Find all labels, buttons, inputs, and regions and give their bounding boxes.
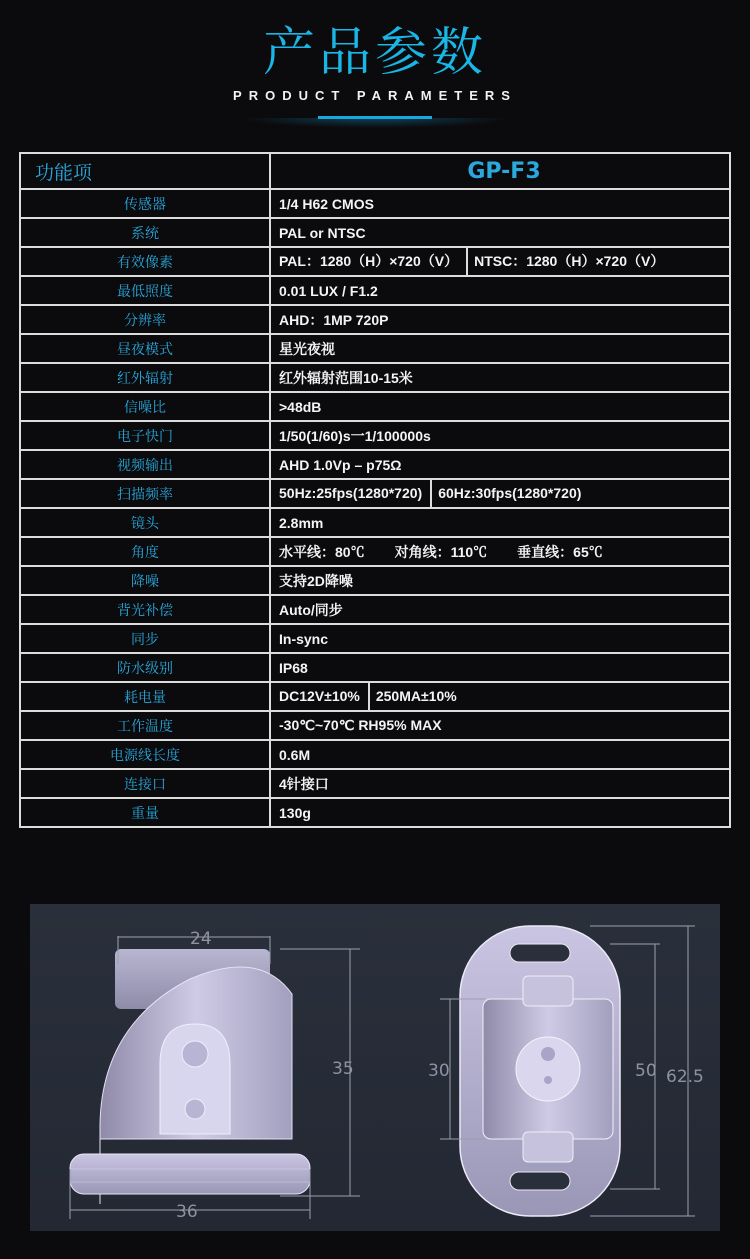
spec-header-label: 功能项 — [20, 153, 270, 189]
spec-value — [270, 595, 730, 624]
spec-value-part: 250MA±10% — [375, 688, 457, 704]
spec-value — [270, 421, 730, 450]
spec-value — [270, 537, 730, 566]
spec-value-part: AHD 1.0Vp – p75Ω — [279, 456, 402, 473]
spec-header-row — [20, 153, 730, 189]
spec-value-part: 1/4 H62 CMOS — [279, 195, 374, 212]
spec-value-part: IP68 — [279, 659, 308, 676]
spec-value — [270, 450, 730, 479]
spec-label: 角度 — [20, 537, 270, 566]
spec-value-part: 50Hz:25fps(1280*720) — [279, 480, 432, 507]
spec-row — [20, 798, 730, 827]
spec-value-part: NTSC：1280（H）×720（V） — [474, 253, 665, 269]
spec-label: 降噪 — [20, 566, 270, 595]
spec-value — [270, 798, 730, 827]
spec-header-model: GP-F3 — [270, 153, 730, 189]
side-view-camera — [70, 949, 310, 1204]
spec-value-part: 星光夜视 — [279, 340, 335, 357]
spec-row — [20, 479, 730, 508]
spec-label: 系统 — [20, 218, 270, 247]
spec-label: 扫描频率 — [20, 479, 270, 508]
spec-value — [270, 769, 730, 798]
spec-label: 电源线长度 — [20, 740, 270, 769]
spec-value — [270, 682, 730, 711]
spec-label: 背光补偿 — [20, 595, 270, 624]
spec-value-part: DC12V±10% — [279, 683, 370, 710]
spec-value — [270, 624, 730, 653]
dim-front-total-height: 62.5 — [666, 1067, 704, 1087]
spec-label: 连接口 — [20, 769, 270, 798]
spec-label: 红外辐射 — [20, 363, 270, 392]
spec-label: 耗电量 — [20, 682, 270, 711]
spec-label: 昼夜模式 — [20, 334, 270, 363]
spec-row — [20, 334, 730, 363]
spec-label: 重量 — [20, 798, 270, 827]
spec-label: 视频输出 — [20, 450, 270, 479]
spec-label: 工作温度 — [20, 711, 270, 740]
spec-row — [20, 711, 730, 740]
spec-label: 传感器 — [20, 189, 270, 218]
spec-value-part: -30℃~70℃ RH95% MAX — [279, 717, 442, 733]
spec-value-part: 支持2D降噪 — [279, 572, 353, 589]
spec-row — [20, 392, 730, 421]
spec-row — [20, 276, 730, 305]
spec-value — [270, 508, 730, 537]
spec-value-part: 0.6M — [279, 746, 311, 763]
spec-row — [20, 740, 730, 769]
spec-value-part: 对角线：110℃ — [394, 543, 488, 560]
dim-top-width: 24 — [190, 929, 212, 949]
spec-value-part: 2.8mm — [279, 514, 324, 531]
spec-value-part: In-sync — [279, 630, 329, 647]
spec-value — [270, 247, 730, 276]
spec-value-part: Auto/同步 — [279, 601, 343, 618]
page-title: 产品参数 — [262, 23, 487, 83]
spec-label: 分辨率 — [20, 305, 270, 334]
spec-value — [270, 305, 730, 334]
spec-value-part: 水平线：80℃ — [279, 543, 365, 560]
spec-value — [270, 218, 730, 247]
spec-row — [20, 218, 730, 247]
spec-value — [270, 479, 730, 508]
dimension-drawing — [30, 904, 720, 1231]
spec-row — [20, 363, 730, 392]
dim-front-inner-height: 30 — [428, 1061, 450, 1081]
page-subtitle: PRODUCT PARAMETERS — [233, 88, 517, 103]
front-view-camera — [460, 926, 620, 1216]
spec-value — [270, 740, 730, 769]
spec-value — [270, 189, 730, 218]
spec-value-part: AHD：1MP 720P — [279, 311, 389, 328]
spec-label: 电子快门 — [20, 421, 270, 450]
spec-value — [270, 392, 730, 421]
spec-table — [19, 152, 731, 828]
spec-value-part: 0.01 LUX / F1.2 — [279, 282, 378, 299]
spec-value-part: 130g — [279, 804, 311, 821]
spec-value-part: PAL：1280（H）×720（V） — [279, 248, 468, 275]
spec-value-part: 4针接口 — [279, 775, 329, 792]
spec-row — [20, 566, 730, 595]
dim-side-height: 35 — [332, 1059, 354, 1079]
spec-row — [20, 247, 730, 276]
spec-row — [20, 450, 730, 479]
spec-value — [270, 363, 730, 392]
spec-value — [270, 653, 730, 682]
spec-row — [20, 595, 730, 624]
spec-value-part: 1/50(1/60)s一1/100000s — [279, 427, 431, 444]
spec-row — [20, 537, 730, 566]
spec-row — [20, 305, 730, 334]
spec-label: 信噪比 — [20, 392, 270, 421]
spec-value — [270, 276, 730, 305]
spec-value-part: PAL or NTSC — [279, 224, 366, 241]
spec-value — [270, 334, 730, 363]
spec-row — [20, 421, 730, 450]
spec-row — [20, 508, 730, 537]
title-underline — [318, 116, 432, 119]
spec-label: 镜头 — [20, 508, 270, 537]
spec-row — [20, 682, 730, 711]
spec-value-part: >48dB — [279, 398, 322, 415]
spec-label: 最低照度 — [20, 276, 270, 305]
spec-value-part: 红外辐射范围10-15米 — [279, 369, 413, 386]
title-underline-glow — [240, 118, 510, 128]
spec-label: 防水级别 — [20, 653, 270, 682]
spec-value-part: 垂直线：65℃ — [517, 543, 603, 560]
dimension-drawing-panel — [30, 904, 720, 1231]
spec-row — [20, 653, 730, 682]
spec-label: 同步 — [20, 624, 270, 653]
spec-row — [20, 189, 730, 218]
spec-label: 有效像素 — [20, 247, 270, 276]
spec-value-part: 60Hz:30fps(1280*720) — [438, 485, 582, 501]
dim-front-height: 50 — [635, 1061, 657, 1081]
spec-row — [20, 769, 730, 798]
spec-row — [20, 624, 730, 653]
spec-value — [270, 711, 730, 740]
spec-value — [270, 566, 730, 595]
dim-base-width: 36 — [176, 1202, 198, 1222]
